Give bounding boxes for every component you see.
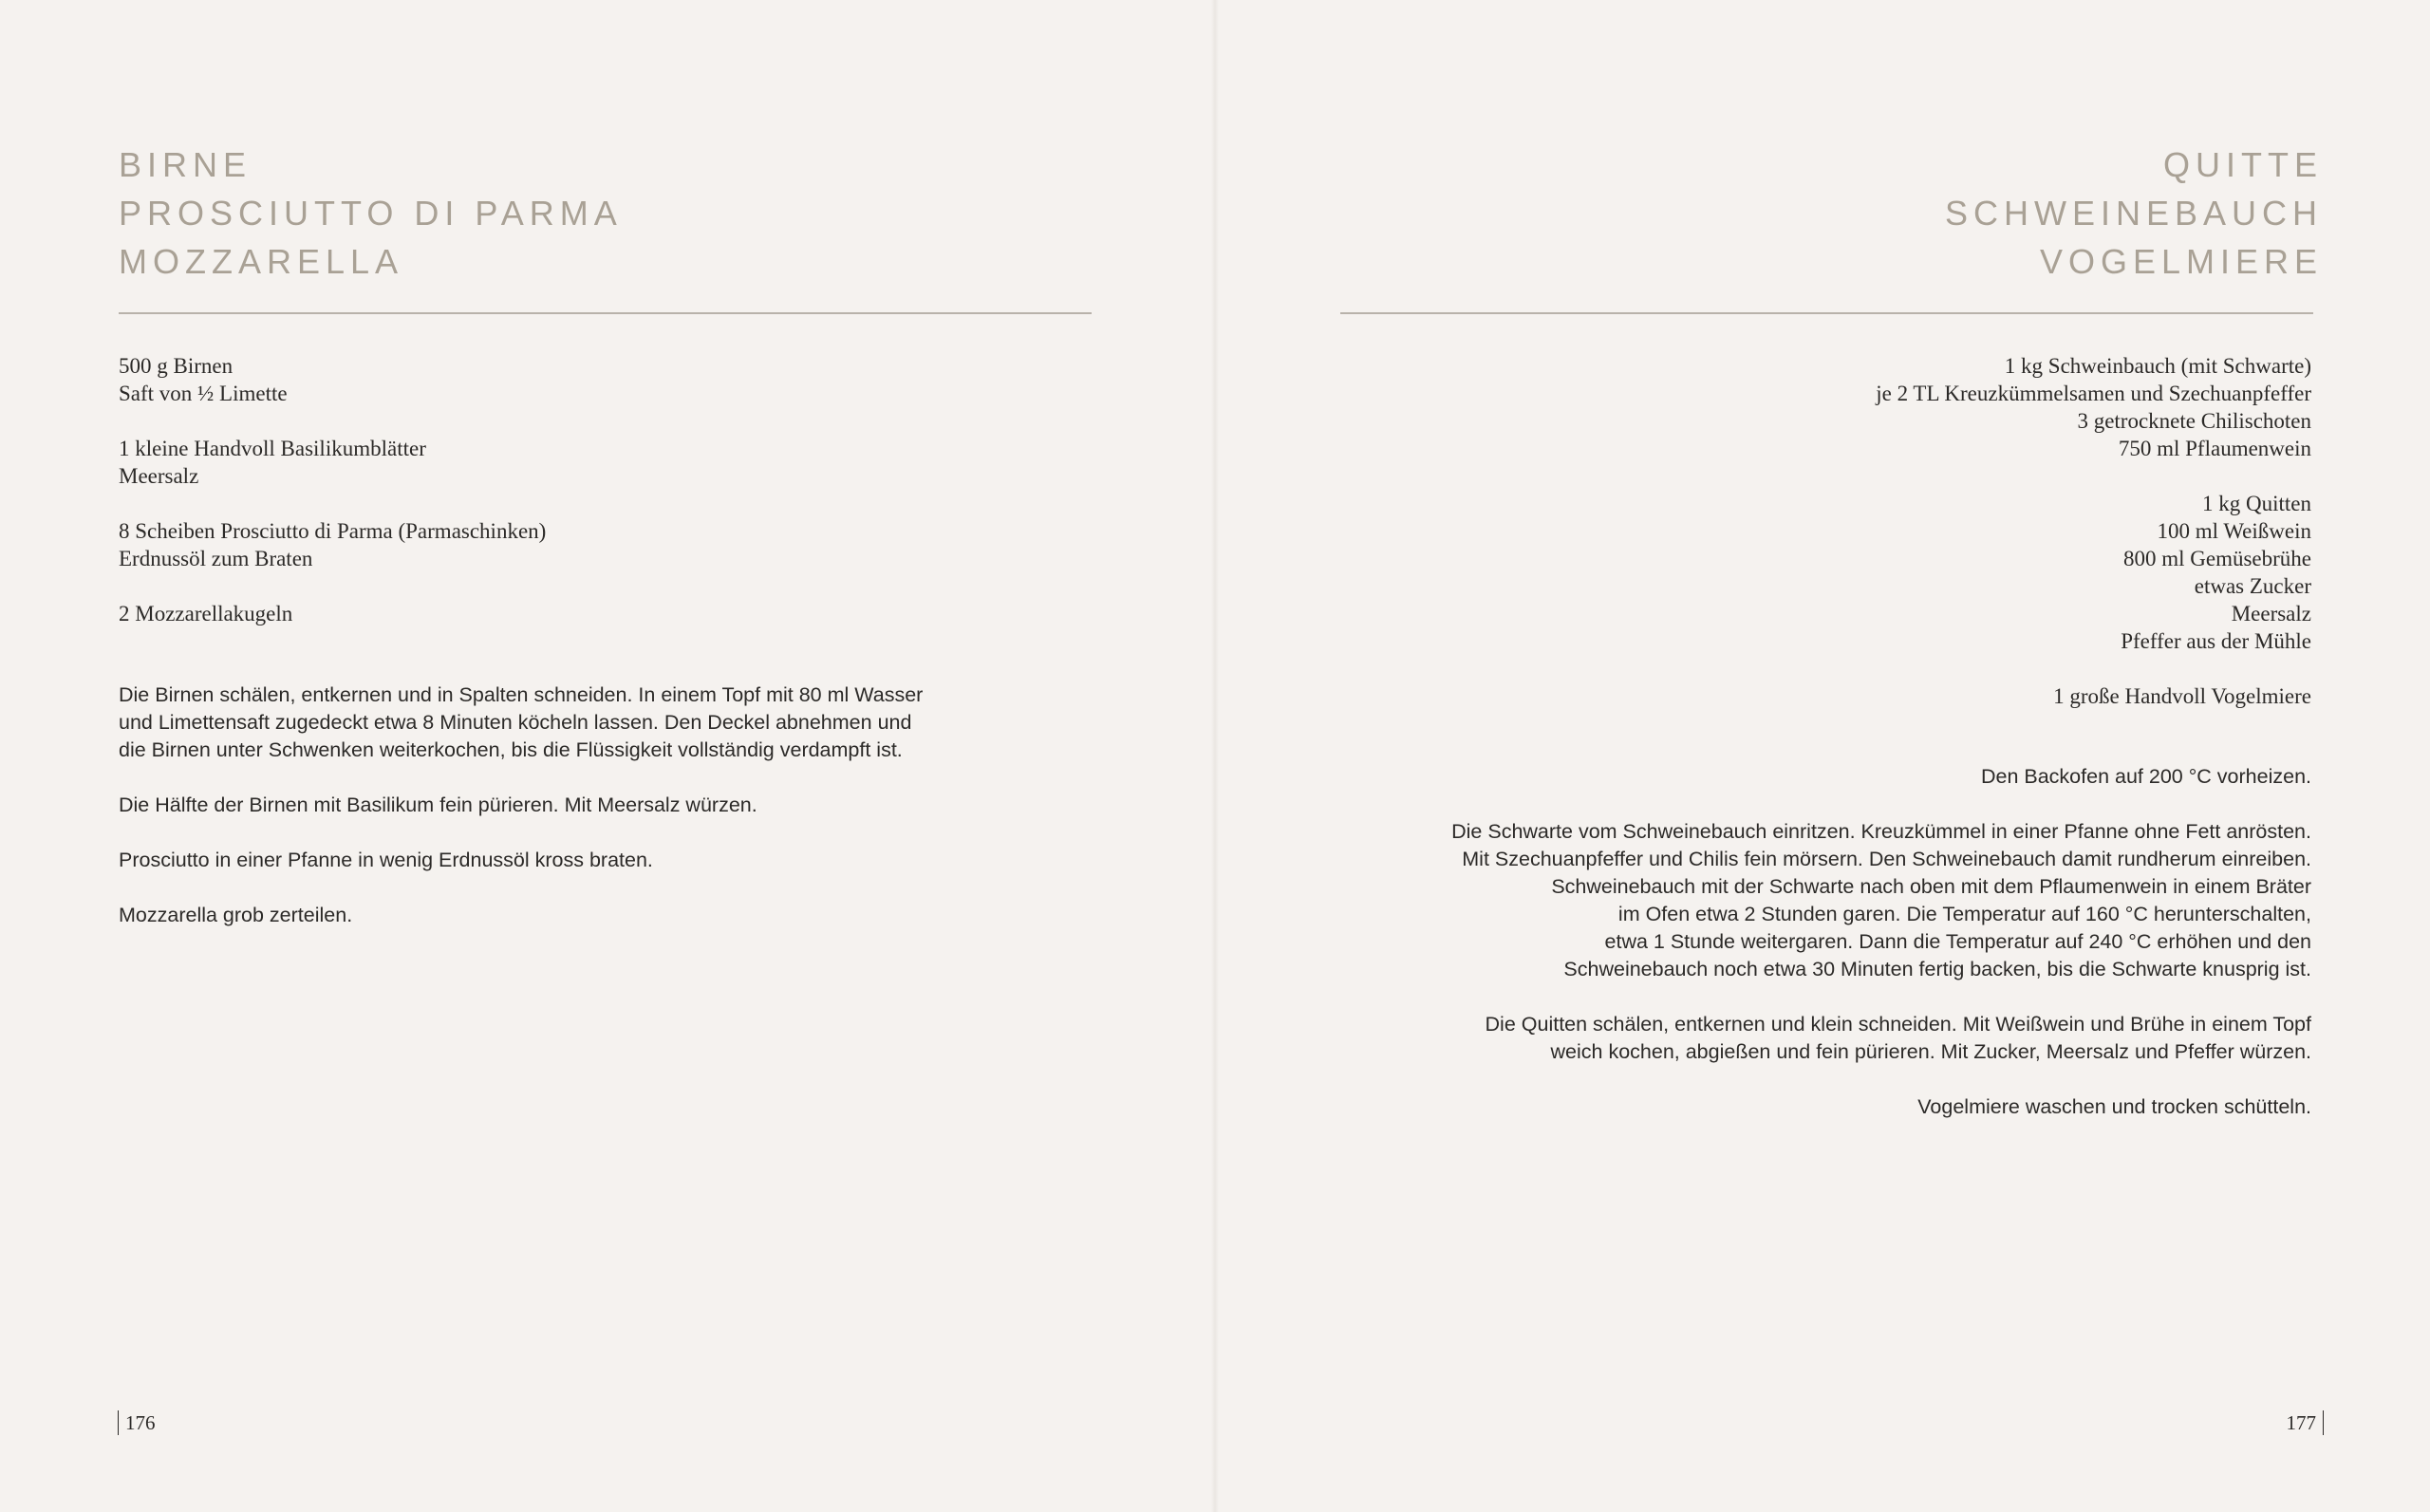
title-divider	[1340, 312, 2313, 314]
title-line: MOZZARELLA	[119, 242, 404, 281]
ingredient-line: 1 kleine Handvoll Basilikumblätter	[119, 437, 426, 460]
title-line: PROSCIUTTO DI PARMA	[119, 194, 623, 233]
step-line: Mozzarella grob zerteilen.	[119, 904, 353, 926]
ingredient-line: 1 große Handvoll Vogelmiere	[2053, 684, 2311, 708]
preparation-steps	[1451, 763, 2311, 1148]
step-line: Mit Szechuanpfeffer und Chilis fein mörsern. Den Schweinebauch damit rundherum einreiben.	[1462, 848, 2311, 870]
step-line: Schweinebauch mit der Schwarte nach oben mit dem Pflaumenwein in einem Bräter	[1551, 875, 2311, 898]
ingredient-line: Pfeffer aus der Mühle	[2121, 629, 2311, 653]
step-line: Die Quitten schälen, entkernen und klein schneiden. Mit Weißwein und Brühe in einem Topf	[1485, 1013, 2311, 1036]
step-line: im Ofen etwa 2 Stunden garen. Die Temperatur auf 160 °C herunterschalten,	[1617, 903, 2311, 925]
step-line: Die Birnen schälen, entkernen und in Spalten schneiden. In einem Topf mit 80 ml Wasser	[119, 683, 924, 706]
ingredient-line: 1 kg Schweinbauch (mit Schwarte)	[2004, 354, 2311, 378]
step-line: Die Schwarte vom Schweinebauch einritzen. Kreuzkümmel in einer Pfanne ohne Fett anrösten.	[1451, 820, 2311, 843]
step-line: und Limettensaft zugedeckt etwa 8 Minuten köcheln lassen. Den Deckel abnehmen und	[119, 711, 912, 734]
step-paragraph	[119, 847, 923, 874]
title-line: VOGELMIERE	[2039, 242, 2323, 281]
ingredient-line: 3 getrocknete Chilischoten	[2077, 409, 2311, 433]
step-line: Die Hälfte der Birnen mit Basilikum fein pürieren. Mit Meersalz würzen.	[119, 793, 757, 816]
ingredient-line: 500 g Birnen	[119, 354, 234, 378]
ingredient-list	[1876, 352, 2311, 737]
left-page	[0, 0, 1213, 1512]
recipe-title	[1945, 140, 2323, 286]
step-paragraph	[119, 902, 923, 929]
page-number: 176	[118, 1410, 156, 1435]
ingredient-group	[1876, 682, 2311, 710]
ingredient-line: 1 kg Quitten	[2202, 492, 2311, 515]
ingredient-line: 8 Scheiben Prosciutto di Parma (Parmaschinken)	[119, 519, 547, 543]
page-number: 177	[2287, 1410, 2325, 1435]
step-line: Schweinebauch noch etwa 30 Minuten fertig backen, bis die Schwarte knusprig ist.	[1563, 958, 2311, 980]
recipe-title	[119, 140, 623, 286]
ingredient-group	[119, 435, 546, 490]
step-line: etwa 1 Stunde weitergaren. Dann die Temperatur auf 240 °C erhöhen und den	[1604, 930, 2311, 953]
step-paragraph	[1451, 1011, 2311, 1066]
ingredient-line: 100 ml Weißwein	[2157, 519, 2311, 543]
ingredient-line: je 2 TL Kreuzkümmelsamen und Szechuanpfeffer	[1876, 382, 2311, 405]
ingredient-group	[1876, 490, 2311, 655]
ingredient-line: 800 ml Gemüsebrühe	[2122, 547, 2311, 570]
ingredient-line: Meersalz	[119, 464, 199, 488]
step-paragraph	[1451, 818, 2311, 983]
ingredient-group	[1876, 352, 2311, 462]
ingredient-line: 750 ml Pflaumenwein	[2118, 437, 2311, 460]
step-line: Vogelmiere waschen und trocken schütteln.	[1917, 1095, 2311, 1118]
ingredient-line: etwas Zucker	[2194, 574, 2311, 598]
step-paragraph	[1451, 763, 2311, 791]
preparation-steps	[119, 681, 923, 957]
right-page	[1217, 0, 2430, 1512]
step-line: weich kochen, abgießen und fein pürieren. Mit Zucker, Meersalz und Pfeffer würzen.	[1550, 1040, 2311, 1063]
step-line: Den Backofen auf 200 °C vorheizen.	[1980, 765, 2311, 788]
title-divider	[119, 312, 1092, 314]
title-line: QUITTE	[2163, 145, 2323, 184]
ingredient-list	[119, 352, 546, 655]
step-paragraph	[119, 681, 923, 764]
ingredient-line: 2 Mozzarellakugeln	[119, 602, 293, 625]
ingredient-group	[119, 600, 546, 627]
step-line: die Birnen unter Schwenken weiterkochen, bis die Flüssigkeit vollständig verdampft ist.	[119, 738, 903, 761]
ingredient-line: Saft von ½ Limette	[119, 382, 288, 405]
ingredient-line: Erdnussöl zum Braten	[119, 547, 313, 570]
ingredient-line: Meersalz	[2231, 602, 2311, 625]
ingredient-group	[119, 517, 546, 572]
title-line: BIRNE	[119, 145, 252, 184]
step-paragraph	[119, 792, 923, 819]
step-paragraph	[1451, 1093, 2311, 1121]
step-line: Prosciutto in einer Pfanne in wenig Erdnussöl kross braten.	[119, 849, 653, 871]
ingredient-group	[119, 352, 546, 407]
title-line: SCHWEINEBAUCH	[1944, 194, 2323, 233]
